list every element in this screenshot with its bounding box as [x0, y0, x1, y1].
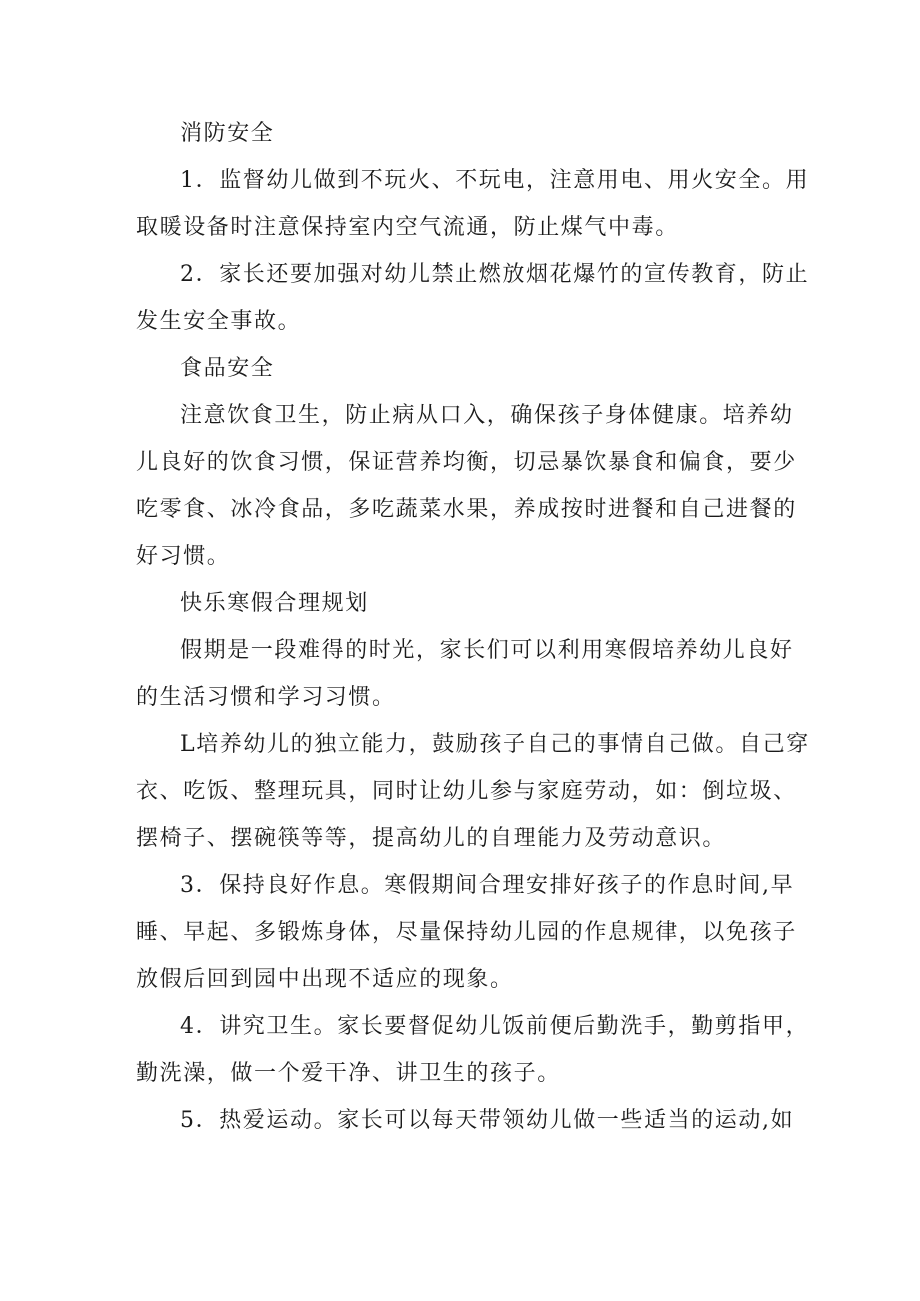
paragraph-line: 睡、早起、多锻炼身体，尽量保持幼儿园的作息规律，以免孩子 — [136, 920, 797, 945]
paragraph-line: 注意饮食卫生，防止病从口入，确保孩子身体健康。培养幼 — [180, 403, 794, 428]
paragraph-line: 取暖设备时注意保持室内空气流通，防止煤气中毒。 — [136, 215, 679, 240]
paragraph-line: 3．保持良好作息。寒假期间合理安排好孩子的作息时间,早 — [180, 873, 795, 898]
paragraph-line: 2．家长还要加强对幼儿禁止燃放烟花爆竹的宣传教育，防止 — [180, 262, 810, 287]
body-paragraph — [136, 862, 796, 1003]
paragraph-line: 4．讲究卫生。家长要督促幼儿饭前便后勤洗手，勤剪指甲， — [180, 1014, 810, 1039]
paragraph-line: 发生安全事故。 — [136, 309, 302, 334]
body-paragraph — [136, 251, 810, 345]
paragraph-line: 假期是一段难得的时光，家长们可以利用寒假培养幼儿良好 — [180, 638, 794, 663]
paragraph-line: 吃零食、冰冷食品，多吃蔬菜水果，养成按时进餐和自己进餐的 — [136, 497, 797, 522]
paragraph-line: 摆椅子、摆碗筷等等，提高幼儿的自理能力及劳动意识。 — [136, 826, 727, 851]
body-paragraph — [136, 157, 810, 251]
paragraph-line: L培养幼儿的独立能力，鼓励孩子自己的事情自己做。自己穿 — [180, 732, 810, 757]
section-heading: 消防安全 — [180, 121, 275, 146]
document-body — [136, 110, 810, 1144]
paragraph-line: 1．监督幼儿做到不玩火、不玩电，注意用电、用火安全。用 — [180, 168, 810, 193]
body-paragraph — [136, 1003, 810, 1097]
body-paragraph — [136, 392, 796, 580]
paragraph-line: 5．热爱运动。家长可以每天带领幼儿做一些适当的运动,如 — [180, 1108, 795, 1133]
paragraph-line: 儿良好的饮食习惯，保证营养均衡，切忌暴饮暴食和偏食，要少 — [136, 450, 797, 475]
paragraph-line: 的生活习惯和学习习惯。 — [136, 685, 396, 710]
body-paragraph — [136, 1097, 796, 1144]
paragraph-line: 好习惯。 — [136, 544, 231, 569]
paragraph-line: 放假后回到园中出现不适应的现象。 — [136, 967, 514, 992]
section-heading: 快乐寒假合理规划 — [180, 591, 369, 616]
paragraph-line: 勤洗澡，做一个爱干净、讲卫生的孩子。 — [136, 1061, 561, 1086]
body-paragraph — [136, 721, 810, 862]
body-paragraph — [136, 627, 796, 721]
paragraph-line: 衣、吃饭、整理玩具，同时让幼儿参与家庭劳动，如：倒垃圾、 — [136, 779, 797, 804]
section-heading: 食品安全 — [180, 356, 275, 381]
